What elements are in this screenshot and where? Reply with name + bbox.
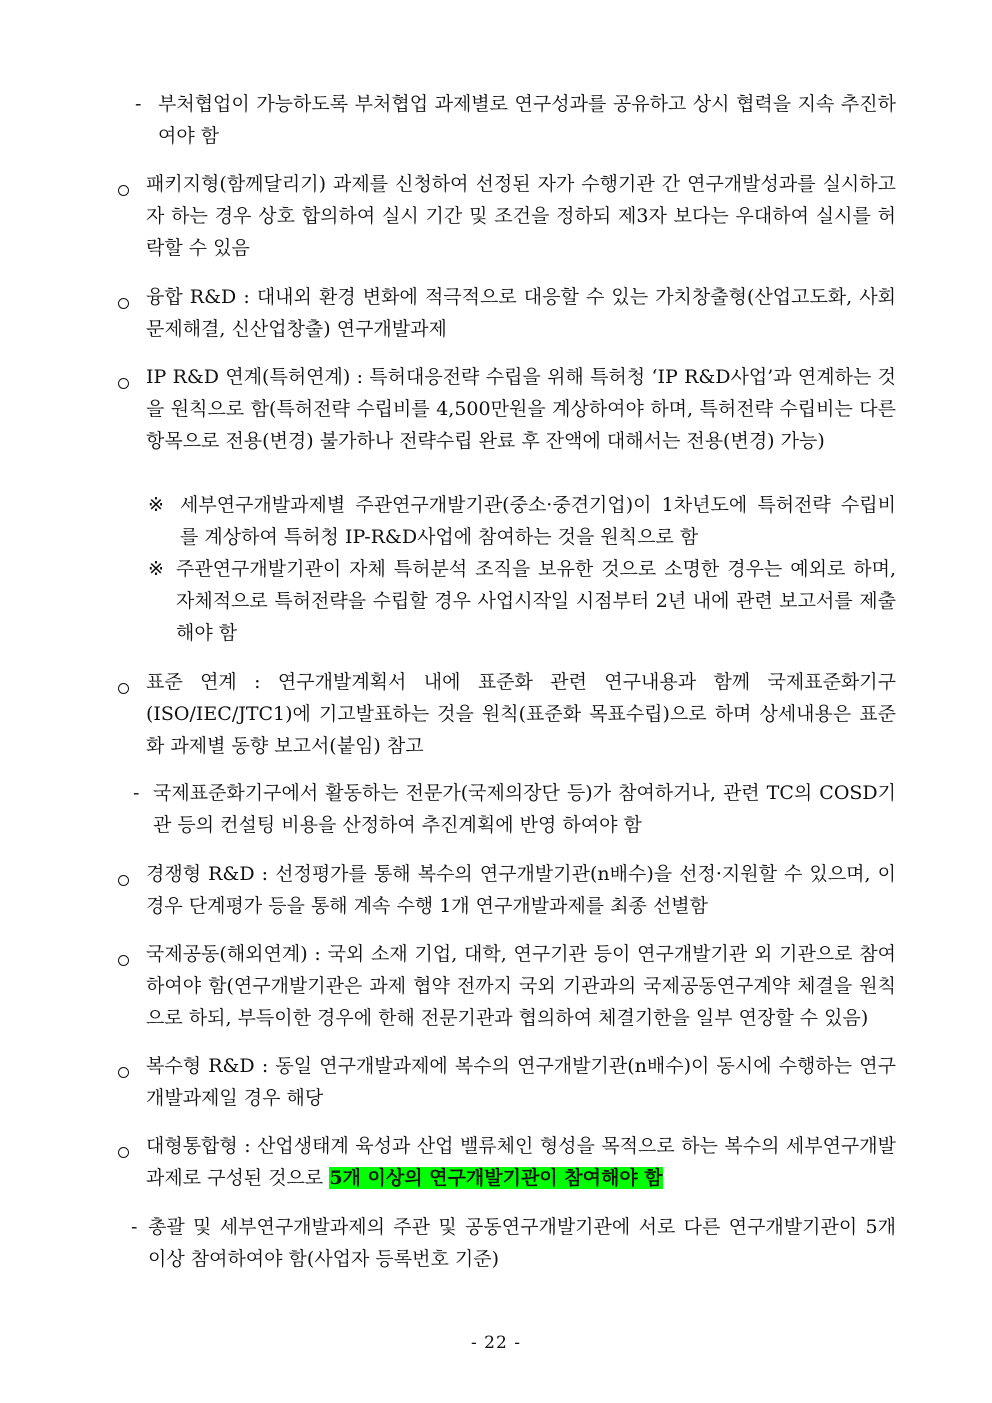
paragraph-ministry-cooperation: 부처협업이 가능하도록 부처협업 과제별로 연구성과를 공유하고 상시 협력을 지속 추진하여야 함 [158, 93, 896, 147]
paragraph-standard-expert: 국제표준화기구에서 활동하는 전문가(국제의장단 등)가 참여하거나, 관련 TC의 COSD기관 등의 컨설팅 비용을 산정하여 추진계획에 반영 하여야 함 [153, 782, 896, 836]
circle-bullet [118, 944, 129, 976]
paragraph-international-joint: 국제공동(해외연계) : 국외 소재 기업, 대학, 연구기관 등이 연구개발기관 외 기관으로 참여하여야 함(연구개발기관은 과제 협약 전까지 국외 기관과의 국제공동연구계약 체결을 원칙으로 하되, 부득이한 경우에 한해 전문기관과 협의하여 체결기한을 일부 연장할 수 있음) [146, 943, 896, 1029]
note-mark: ※ [148, 558, 164, 580]
dash-bullet: - [135, 93, 142, 115]
paragraph-competitive-rnd: 경쟁형 R&D : 선정평가를 통해 복수의 연구개발기관(n배수)을 선정·지원할 수 있으며, 이 경우 단계평가 등을 통해 계속 수행 1개 연구개발과제를 최종 선별함 [146, 863, 896, 917]
paragraph-package-type: 패키지형(함께달리기) 과제를 신청하여 선정된 자가 수행기관 간 연구개발성과를 실시하고자 하는 경우 상호 합의하여 실시 기간 및 조건을 정하되 제3자 보다는 우대하여 실시를 허락할 수 있음 [146, 173, 896, 259]
paragraph-standard-link: 표준 연계 : 연구개발계획서 내에 표준화 관련 연구내용과 함께 국제표준화기구(ISO/IEC/JTC1)에 기고발표하는 것을 원칙(표준화 목표수립)으로 하며 상세내용은 표준화 과제별 동향 보고서(붙임) 참고 [146, 671, 896, 757]
circle-bullet [118, 367, 129, 399]
circle-bullet [118, 864, 129, 896]
paragraph-large-integrated [146, 1130, 896, 1194]
note-patent-strategy-cost: 세부연구개발과제별 주관연구개발기관(중소·중견기업)이 1차년도에 특허전략 수립비를 계상하여 특허청 IP-R&D사업에 참여하는 것을 원칙으로 함 [180, 494, 896, 548]
dash-bullet: - [133, 782, 140, 804]
paragraph-multiple-rnd: 복수형 R&D : 동일 연구개발과제에 복수의 연구개발기관(n배수)이 동시에 수행하는 연구개발과제일 경우 해당 [146, 1055, 896, 1109]
paragraph-convergence-rnd: 융합 R&D : 대내외 환경 변화에 적극적으로 대응할 수 있는 가치창출형(산업고도화, 사회문제해결, 신산업창출) 연구개발과제 [146, 286, 896, 340]
note-patent-exception: 주관연구개발기관이 자체 특허분석 조직을 보유한 것으로 소명한 경우는 예외로 하며, 자체적으로 특허전략을 수립할 경우 사업시작일 시점부터 2년 내에 관련 보고서를 제출해야 함 [176, 558, 896, 644]
circle-bullet [118, 174, 129, 206]
large-integrated-text: 대형통합형 : 산업생태계 육성과 산업 밸류체인 형성을 목적으로 하는 복수의 세부연구개발과제로 구성된 것으로 [146, 1135, 896, 1189]
page-number: - 22 - [471, 1333, 521, 1353]
circle-bullet [118, 672, 129, 704]
circle-bullet [118, 1136, 129, 1168]
circle-bullet [118, 287, 129, 319]
note-mark: ※ [148, 494, 164, 516]
circle-bullet-icon [118, 185, 129, 196]
circle-bullet-icon [118, 875, 129, 886]
circle-bullet [118, 1056, 129, 1088]
circle-bullet-icon [118, 378, 129, 389]
circle-bullet-icon [118, 1067, 129, 1078]
circle-bullet-icon [118, 955, 129, 966]
paragraph-five-institutions: 총괄 및 세부연구개발과제의 주관 및 공동연구개발기관에 서로 다른 연구개발기관이 5개 이상 참여하여야 함(사업자 등록번호 기준) [148, 1216, 896, 1270]
dash-bullet: - [131, 1216, 138, 1238]
circle-bullet-icon [118, 1147, 129, 1158]
circle-bullet-icon [118, 683, 129, 694]
paragraph-ip-rnd: IP R&D 연계(특허연계) : 특허대응전략 수립을 위해 특허청 ‘IP R&D사업’과 연계하는 것을 원칙으로 함(특허전략 수립비를 4,500만원을 계상하여야 하며, 특허전략 수립비는 다른 항목으로 전용(변경) 불가하나 전략수립 완료 후 잔액에 대해서는 전용(변경) 가능) [146, 366, 896, 452]
circle-bullet-icon [118, 298, 129, 309]
highlighted-requirement: 5개 이상의 연구개발기관이 참여해야 함 [329, 1167, 663, 1189]
